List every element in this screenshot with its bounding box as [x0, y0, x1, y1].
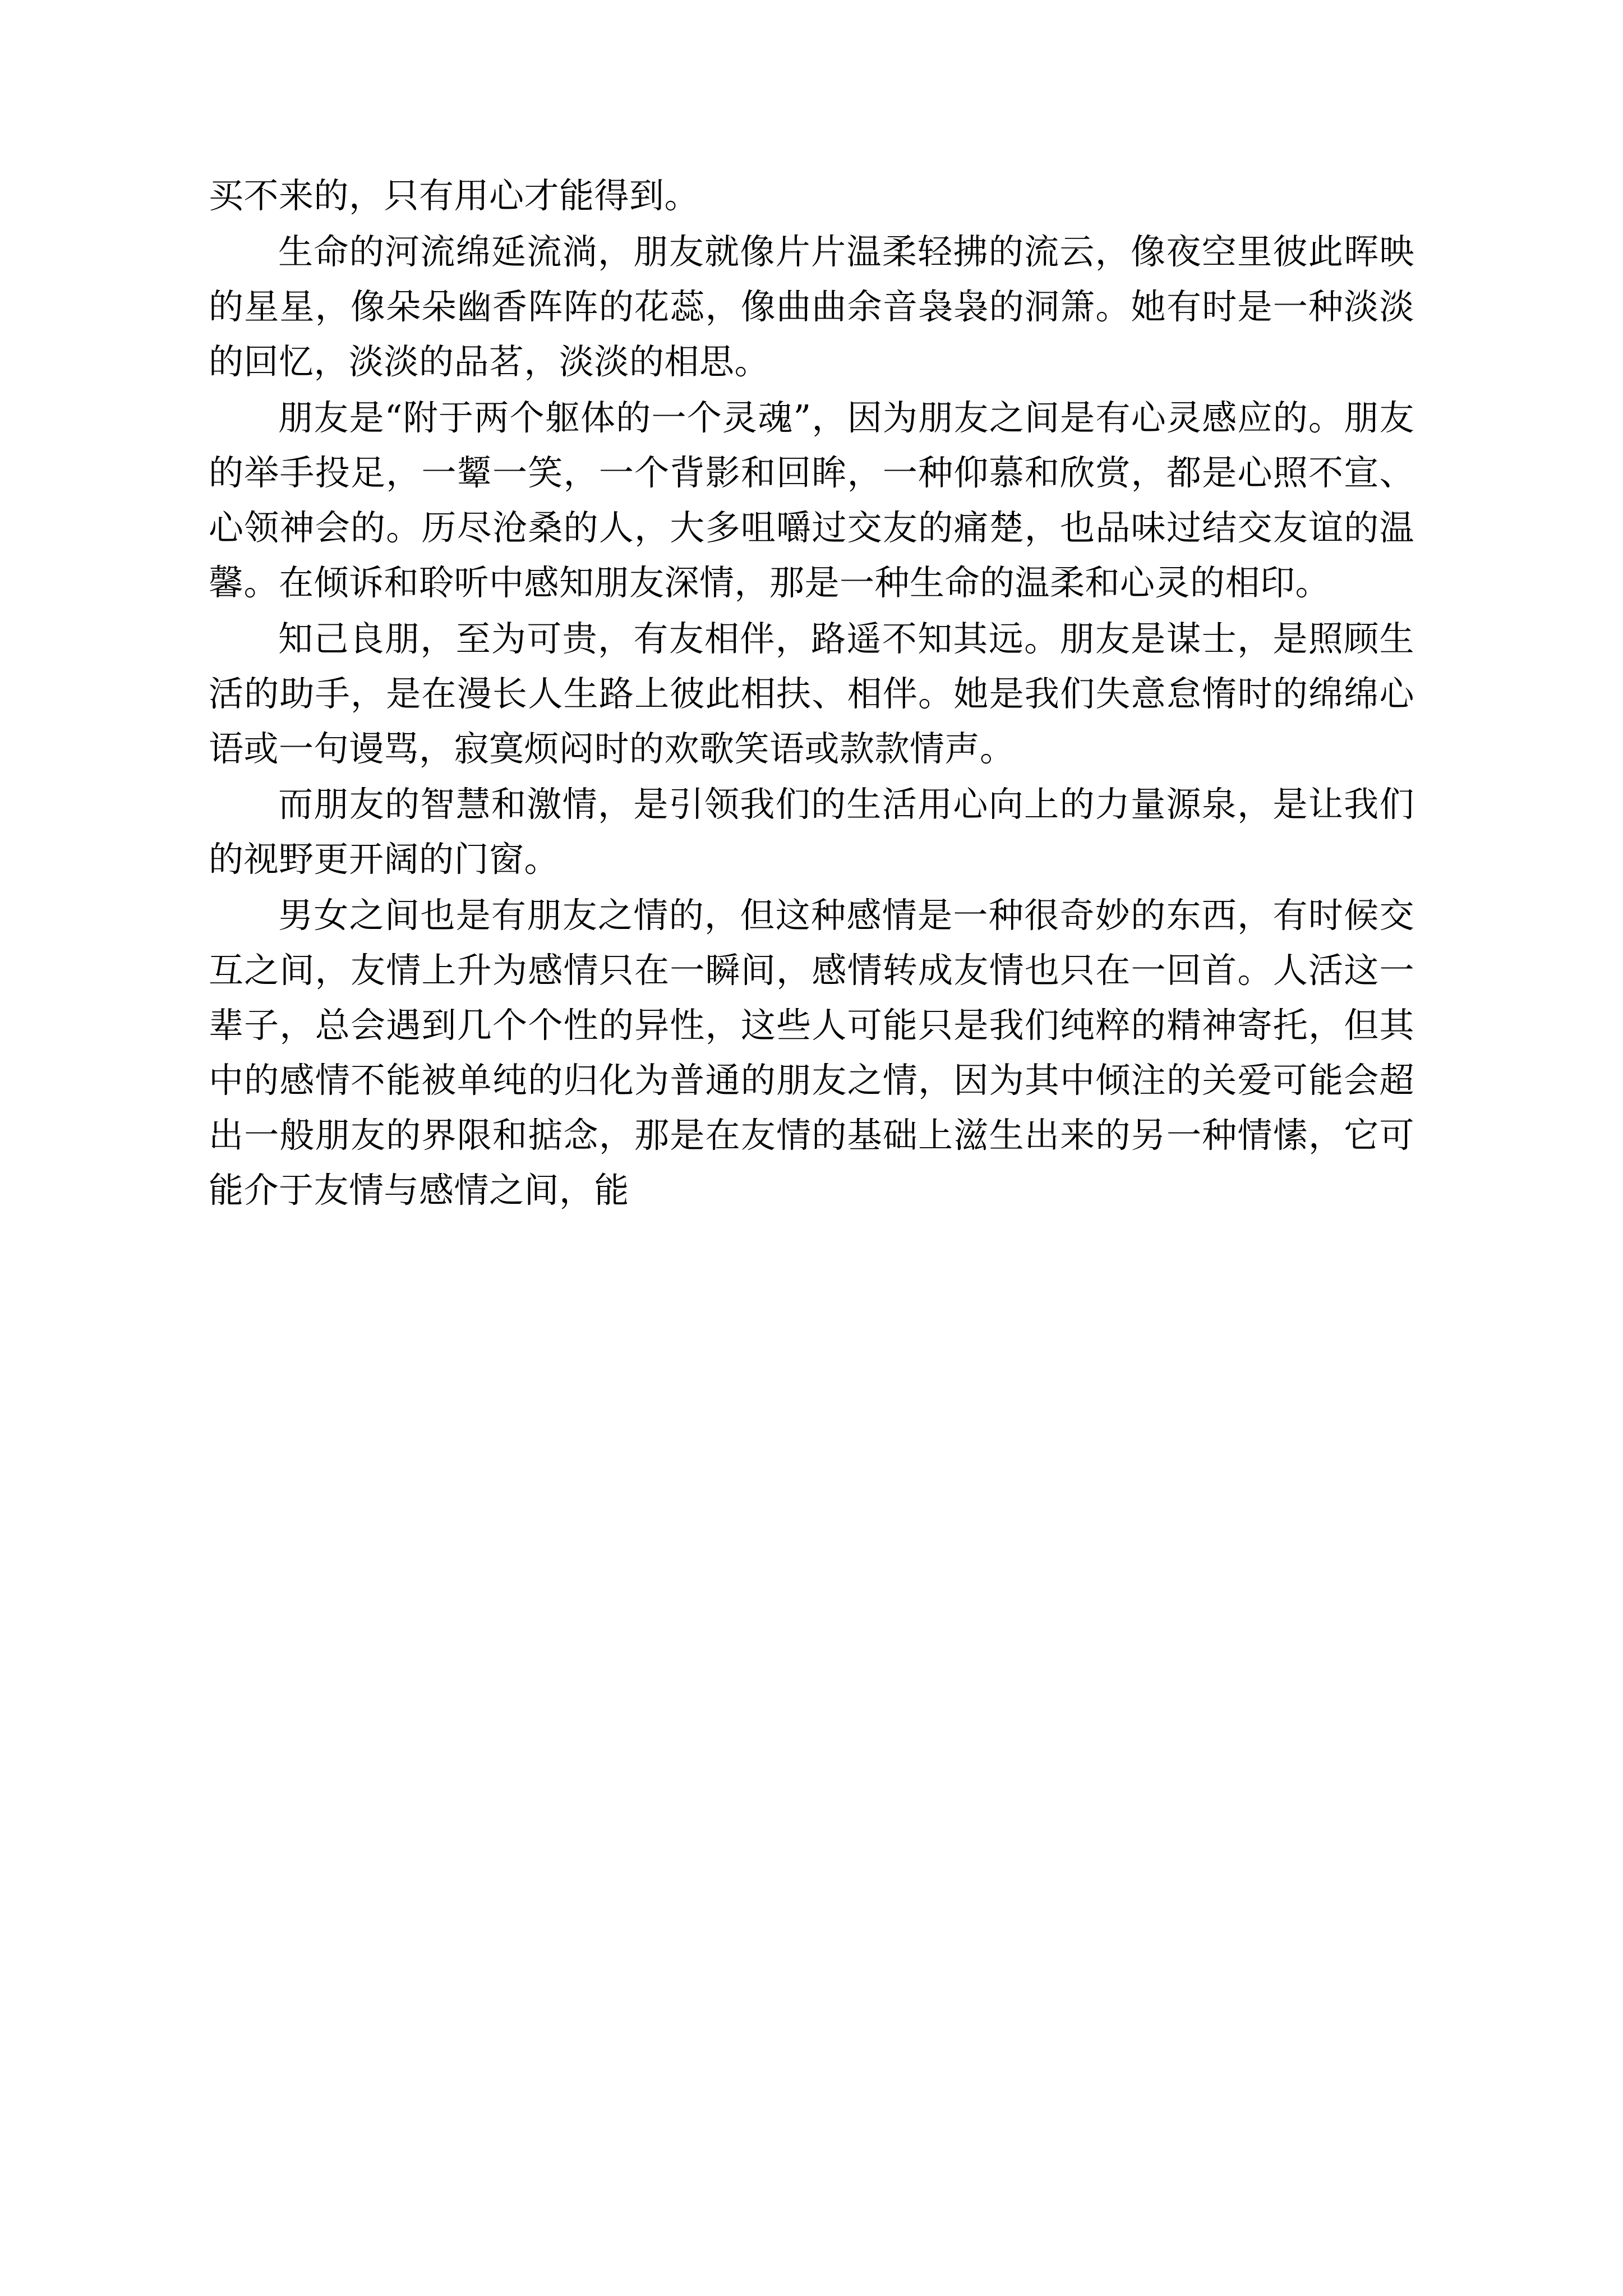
paragraph: 而朋友的智慧和激情，是引领我们的生活用心向上的力量源泉，是让我们的视野更开阔的门窗。 [209, 784, 1414, 880]
paragraph: 朋友是“附于两个躯体的一个灵魂”，因为朋友之间是有心灵感应的。朋友的举手投足，一颦一笑，一个背影和回眸，一种仰慕和欣赏，都是心照不宣、心领神会的。历尽沧桑的人，大多咀嚼过交友的痛楚，也品味过结交友谊的温馨。在倾诉和聆听中感知朋友深情，那是一种生命的温柔和心灵的相印。 [209, 397, 1414, 603]
paragraph: 男女之间也是有朋友之情的，但这种感情是一种很奇妙的东西，有时候交互之间，友情上升为感情只在一瞬间，感情转成友情也只在一回首。人活这一辈子，总会遇到几个个性的异性，这些人可能只是我们纯粹的精神寄托，但其中的感情不能被单纯的归化为普通的朋友之情，因为其中倾注的关爱可能会超出一般朋友的界限和掂念，那是在友情的基础上滋生出来的另一种情愫，它可能介于友情与感情之间，能 [209, 895, 1414, 1211]
paragraph: 生命的河流绵延流淌，朋友就像片片温柔轻拂的流云，像夜空里彼此晖映的星星，像朵朵幽香阵阵的花蕊，像曲曲余音袅袅的洞箫。她有时是一种淡淡的回忆，淡淡的品茗，淡淡的相思。 [209, 231, 1414, 382]
paragraph: 买不来的，只有用心才能得到。 [209, 175, 700, 216]
text-column [209, 168, 1414, 1219]
paragraph: 知己良朋，至为可贵，有友相伴，路遥不知其远。朋友是谋士，是照顾生活的助手，是在漫长人生路上彼此相扶、相伴。她是我们失意怠惰时的绵绵心语或一句谩骂，寂寞烦闷时的欢歌笑语或款款情声。 [209, 618, 1414, 769]
